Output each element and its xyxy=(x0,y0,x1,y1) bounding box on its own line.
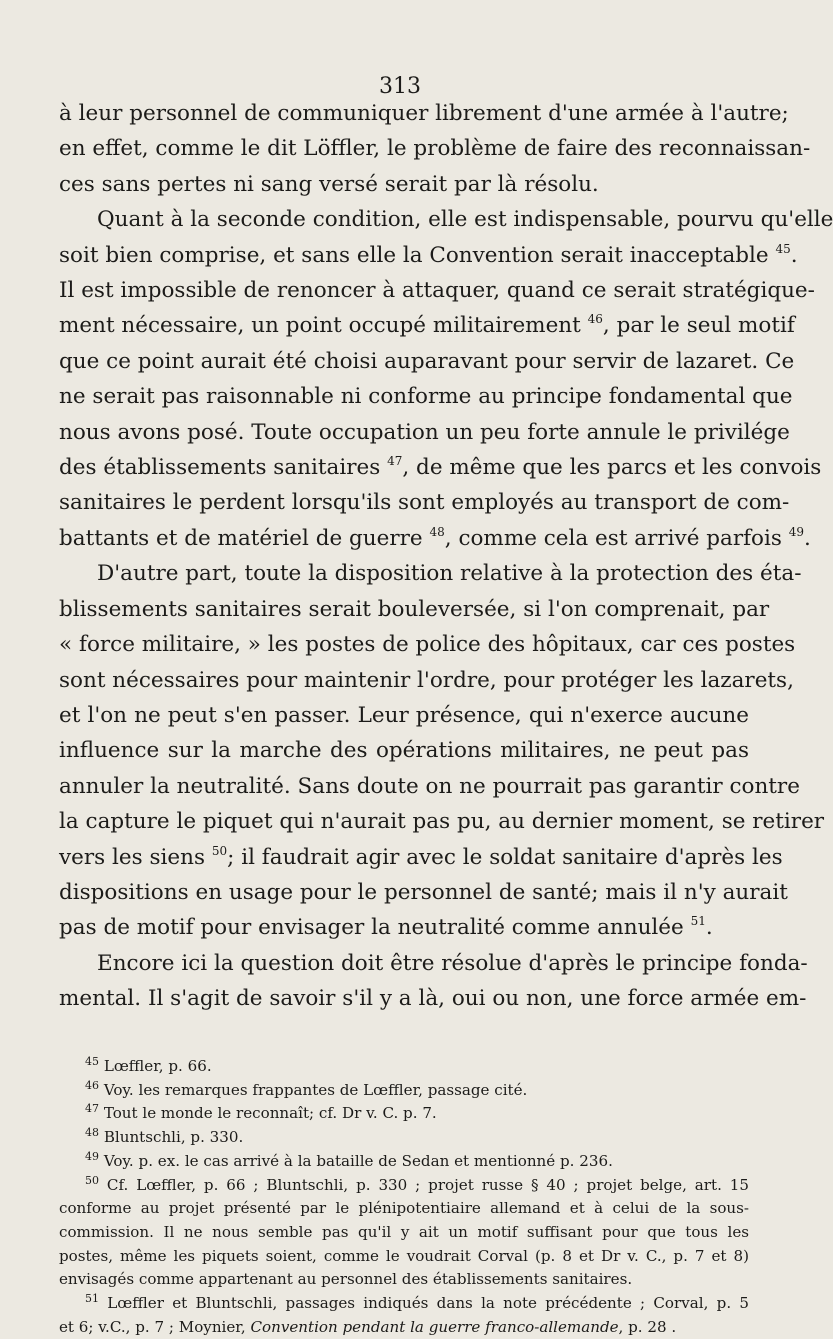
text-line: pas de motif pour envisager la neutralité comme annulée $^{51}$. xyxy=(59,914,713,941)
text-line xyxy=(59,308,795,343)
footnote-number: 45 xyxy=(85,1055,99,1068)
text-segment: des établissements sanitaires xyxy=(59,455,381,481)
book-title: Convention pendant la guerre franco-allemande xyxy=(250,1317,619,1336)
text-segment: ment nécessaire, un point occupé militairement xyxy=(59,313,581,339)
text-line: « force militaire, » les postes de police des hôpitaux, car ces postes xyxy=(59,632,796,658)
page-number: 313 xyxy=(379,74,421,99)
text-line: Quant à la seconde condition, elle est indispensable, pourvu qu'elle xyxy=(97,207,833,233)
text-line: en effet, comme le dit Löffler, le problème de faire des reconnaissan- xyxy=(59,136,811,162)
text-segment: et 6; v.C., p. 7 ; Moynier, xyxy=(59,1317,251,1336)
text-segment: , par le seul motif xyxy=(602,313,795,339)
text-line: sanitaires le perdent lorsqu'ils sont employés au transport de com- xyxy=(59,490,790,516)
footnote-text: commission. Il ne nous semble pas qu'il y ait un motif suffisant pour que tous les xyxy=(59,1222,749,1241)
footnote xyxy=(59,1150,749,1174)
footnote-number: 49 xyxy=(85,1149,99,1163)
text-line: D'autre part, toute la disposition relative à la protection des éta- xyxy=(97,561,802,587)
text-line: annuler la neutralité. Sans doute on ne pourrait pas garantir contre xyxy=(59,773,800,799)
footnote-text: conforme au projet présenté par le plénipotentiaire allemand et à celui de la sous- xyxy=(59,1199,749,1218)
footnote-ref: 50 xyxy=(211,843,228,858)
footnote-number: 47 xyxy=(85,1102,99,1116)
footnote-number: 46 xyxy=(85,1078,99,1092)
text-segment: vers les siens xyxy=(59,844,205,870)
text-segment: ; il faudrait agir avec le soldat sanitaire d'après les xyxy=(227,844,783,870)
footnote xyxy=(59,1055,749,1079)
text-line: Encore ici la question doit être résolue d'après le principe fonda- xyxy=(97,950,808,976)
text-line: ne serait pas raisonnable ni conforme au principe fondamental que xyxy=(59,384,793,410)
footnote-number: 51 xyxy=(85,1292,99,1306)
footnote-ref: 46 xyxy=(587,312,603,327)
text-line: la capture le piquet qui n'aurait pas pu, au dernier moment, se retirer xyxy=(59,809,825,835)
text-segment: , p. 28 . xyxy=(618,1317,677,1336)
footnote-ref: 45 xyxy=(775,241,791,256)
footnote-text xyxy=(59,1316,749,1339)
footnote-text: Voy. p. ex. le cas arrivé à la bataille de Sedan et mentionné p. 236. xyxy=(103,1151,613,1170)
footnote-ref: 48 xyxy=(429,524,445,539)
text-line: sont nécessaires pour maintenir l'ordre, pour protéger les lazarets, xyxy=(59,667,794,693)
footnote-text: postes, même les piquets soient, comme le voudrait Corval (p. 8 et Dr v. C., p. 7 et 8) xyxy=(59,1246,749,1265)
footnote-ref: 47 xyxy=(387,454,403,469)
text-segment: , comme cela est arrivé parfois xyxy=(444,525,782,551)
text-line: influence sur la marche des opérations militaires, ne peut pas xyxy=(59,738,749,764)
text-segment: battants et de matériel de guerre xyxy=(59,525,423,551)
text-segment: pas de motif pour envisager la neutralité comme annulée xyxy=(59,915,684,941)
footnote-text: Tout le monde le reconnaît; cf. Dr v. C. p. 7. xyxy=(103,1104,437,1123)
text-line: à leur personnel de communiquer librement d'une armée à l'autre; xyxy=(59,101,789,126)
footnote xyxy=(59,1292,749,1316)
footnote-text: Cf. Lœffler, p. 66 ; Bluntschli, p. 330 ; projet russe § 40 ; projet belge, art. 15 xyxy=(106,1175,749,1194)
footnote xyxy=(59,1126,749,1150)
footnote xyxy=(59,1079,749,1103)
text-line: dispositions en usage pour le personnel de santé; mais il n'y aurait xyxy=(59,879,788,905)
footnote xyxy=(59,1174,749,1198)
text-line: battants et de matériel de guerre $^{48}$, comme cela est arrivé parfois $^{49}$. xyxy=(59,524,811,551)
footnote-text: Lœffler, p. 66. xyxy=(103,1057,212,1075)
text-segment: , de même que les parcs et les convois xyxy=(402,455,822,481)
text-segment: soit bien comprise, et sans elle la Convention serait inacceptable xyxy=(59,242,769,268)
footnote-text: Bluntschli, p. 330. xyxy=(103,1128,244,1147)
text-line xyxy=(59,840,783,875)
footnote-text: envisagés comme appartenant au personnel des établissements sanitaires. xyxy=(59,1270,633,1289)
footnote-ref: 49 xyxy=(788,524,805,539)
footnote-number: 50 xyxy=(85,1173,99,1187)
text-line: soit bien comprise, et sans elle la Convention serait inacceptable $^{45}$. xyxy=(59,241,798,268)
text-line: nous avons posé. Toute occupation un peu forte annule le privilége xyxy=(59,419,790,445)
footnote-number: 48 xyxy=(85,1126,99,1140)
body-text xyxy=(59,96,833,1017)
footnote-ref: 51 xyxy=(690,914,706,929)
text-line: blissements sanitaires serait bouleversée, si l'on comprenait, par xyxy=(59,596,770,622)
text-line xyxy=(59,450,822,485)
footnote-text: Voy. les remarques frappantes de Lœffler, passage cité. xyxy=(103,1080,528,1099)
footnote-text: Lœffler et Bluntschli, passages indiqués dans la note précédente ; Corval, p. 5 xyxy=(107,1294,749,1313)
footnote xyxy=(59,1102,749,1126)
text-line: ces sans pertes ni sang versé serait par là résolu. xyxy=(59,171,599,197)
text-line: que ce point aurait été choisi auparavant pour servir de lazaret. Ce xyxy=(59,348,795,374)
text-line: et l'on ne peut s'en passer. Leur présence, qui n'exerce aucune xyxy=(59,702,749,728)
text-line: Il est impossible de renoncer à attaquer, quand ce serait stratégique- xyxy=(59,278,815,304)
text-line: mental. Il s'agit de savoir s'il y a là, oui ou non, une force armée em- xyxy=(59,986,807,1012)
footnotes xyxy=(59,1055,749,1339)
